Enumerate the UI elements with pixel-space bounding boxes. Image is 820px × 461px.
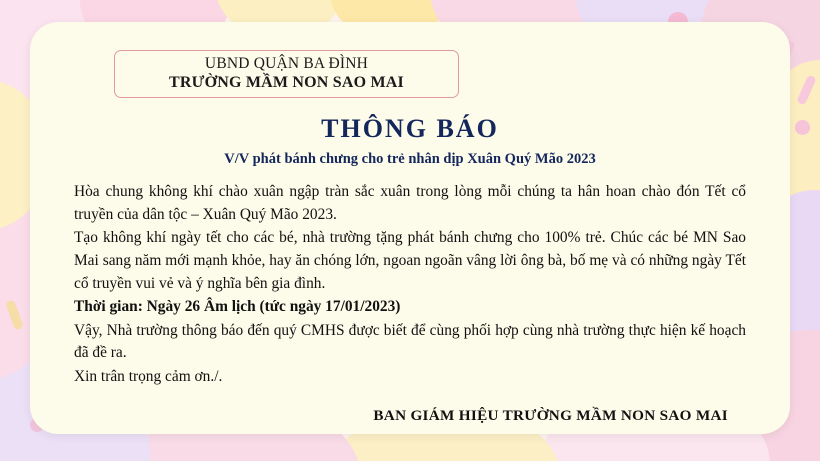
event-time: Thời gian: Ngày 26 Âm lịch (tức ngày 17/01/2023): [74, 298, 401, 316]
authority-line-2: TRƯỜNG MẦM NON SAO MAI: [169, 74, 404, 91]
body-paragraph: Tạo không khí ngày tết cho các bé, nhà trường tặng phát bánh chưng cho 100% trẻ. Chúc các bé MN Sao Mai sang năm mới mạnh khỏe, hay ăn chóng lớn, ngoan ngoãn vâng lời ông bà, bố mẹ và có những ngày Tết cổ truyền vui vẻ và ý nghĩa bên gia đình.: [74, 229, 746, 292]
page-subtitle: V/V phát bánh chưng cho trẻ nhân dịp Xuân Quý Mão 2023: [224, 151, 596, 167]
page-title: THÔNG BÁO: [321, 114, 499, 143]
signature-block: BAN GIÁM HIỆU TRƯỜNG MẦM NON SAO MAI: [373, 406, 728, 424]
closing-paragraph: Vậy, Nhà trường thông báo đến quý CMHS được biết để cùng phối hợp cùng nhà trường thực hiện kế hoạch đã đề ra.: [74, 321, 746, 362]
authority-line-1: UBND QUẬN BA ĐÌNH: [204, 55, 369, 72]
body-paragraph: Hòa chung không khí chào xuân ngập tràn sắc xuân trong lòng mỗi chúng ta hân hoan chào đón Tết cổ truyền của dân tộc – Xuân Quý Mão 2023.: [74, 183, 746, 223]
notice-card: [30, 22, 790, 434]
decorative-dot: [795, 120, 810, 135]
issuing-authority-box: [114, 50, 459, 98]
thanks-line: Xin trân trọng cảm ơn./.: [74, 368, 223, 386]
notice-body: [74, 181, 746, 389]
